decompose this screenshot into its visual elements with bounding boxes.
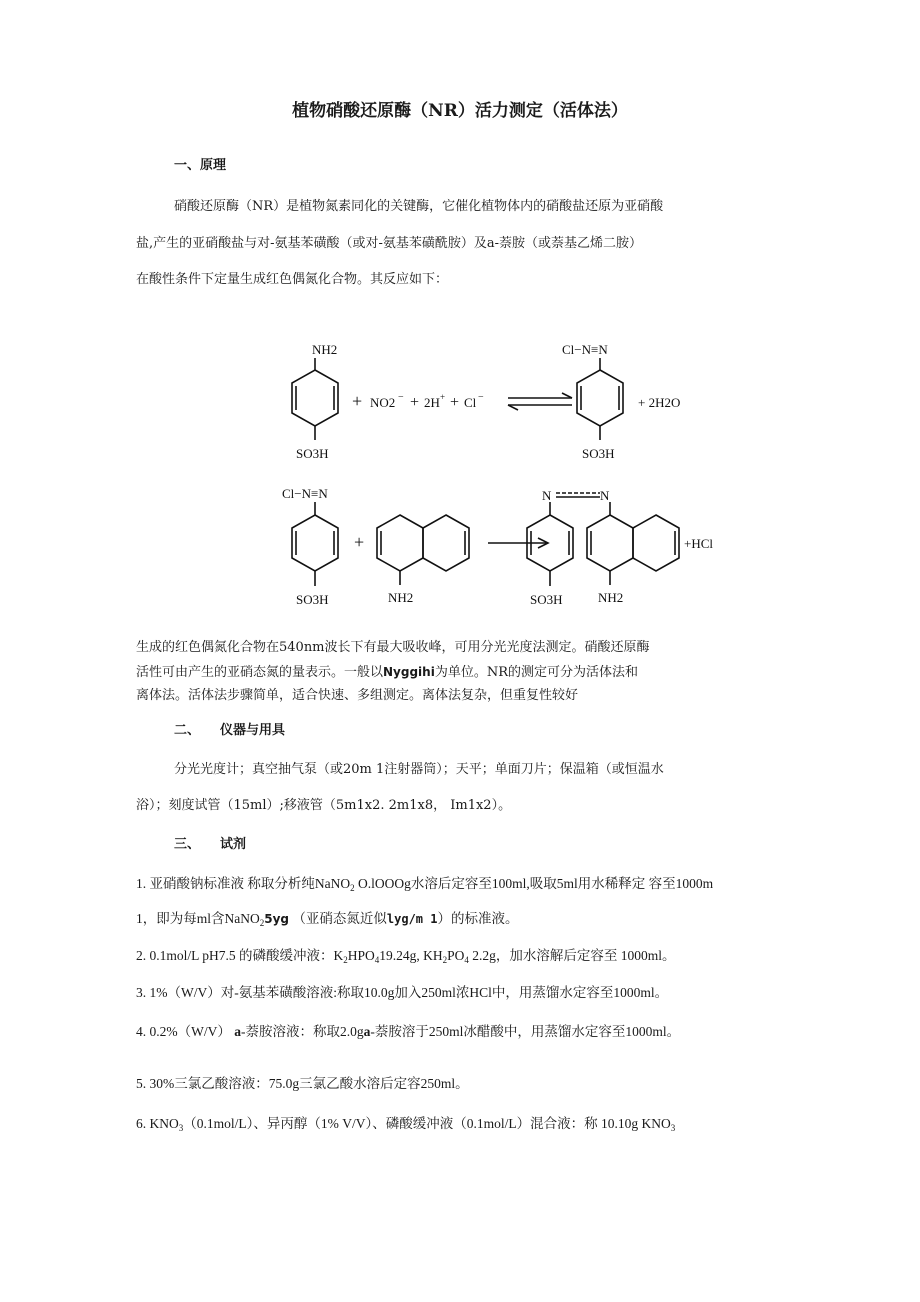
svg-text:+: + <box>354 532 365 552</box>
reagent-item-3: 3. 1%（W/V）对-氨基苯磺酸溶液:称取10.0g加入250ml浓HCl中，用蒸馏水定容至1000ml。 <box>136 985 669 1000</box>
benzene-ring-2 <box>577 370 623 426</box>
svg-text:SO3H: SO3H <box>582 446 615 461</box>
svg-text:NH2: NH2 <box>388 590 414 605</box>
benzene-ring-3 <box>292 515 338 571</box>
reagent-item-1-cont: 1，即为每ml含NaNO$_2$5yg （亚硝态氮近似lyg/m 1）的标准液。 <box>136 911 519 928</box>
section-heading-instruments: 二、 仪器与用具 <box>174 723 286 738</box>
svg-text:SO3H: SO3H <box>530 592 563 607</box>
section-heading-reagents: 三、 试剂 <box>174 837 247 852</box>
svg-text:+: + <box>352 391 363 411</box>
svg-text:+: + <box>410 394 420 411</box>
section-heading-principle: 一、原理 <box>174 158 227 173</box>
principle-line-2: 盐,产生的亚硝酸盐与对-氨基苯磺酸（或对-氨基苯磺酰胺）及a-萘胺（或萘基乙烯二胺） <box>136 236 643 251</box>
reagent-item-2: 2. 0.1mol/L pH7.5 的磷酸缓冲液：$K_2HPO_419.24g$, $KH_2PO_4$ 2.2g，加水溶解后定容至 1000ml。 <box>136 948 676 965</box>
svg-text:+: + <box>440 392 446 402</box>
principle-line-1: 硝酸还原酶（NR）是植物氮素同化的关键酶，它催化植物体内的硝酸盐还原为亚硝酸 <box>174 199 664 214</box>
principle-line-3: 在酸性条件下定量生成红色偶氮化合物。其反应如下： <box>136 272 449 287</box>
benzene-ring-1 <box>292 370 338 426</box>
naphthalene-ring <box>377 515 423 571</box>
svg-text:Cl−N≡N: Cl−N≡N <box>282 486 328 501</box>
label-so3h: SO3H <box>296 446 329 461</box>
svg-text:SO3H: SO3H <box>296 592 329 607</box>
page-title: 植物硝酸还原酶（NR）活力测定（活体法） <box>292 101 628 121</box>
para2-line-3: 离体法。活体法步骤简单，适合快速、多组测定。离体法复杂，但重复性较好 <box>136 688 579 703</box>
svg-text:N: N <box>600 488 610 503</box>
reagent-item-6: 6. $KNO_3(0.1mol/L)$、异丙醇（1% V/V）、磷酸缓冲液（0.1mol/L）混合液：称 10.10g $KNO_3$ <box>136 1116 676 1133</box>
product-naphthalene-ring <box>587 515 633 571</box>
svg-text:−: − <box>398 392 404 403</box>
para2-line-2: 活性可由产生的亚硝态氮的量表示。一般以Nyggihi为单位。NR的测定可分为活体法和 <box>136 665 639 680</box>
reaction-scheme <box>260 330 740 620</box>
svg-text:N: N <box>542 488 552 503</box>
reagent-item-5: 5. 30%三氯乙酸溶液：75.0g三氯乙酸水溶后定容250ml。 <box>136 1076 469 1091</box>
svg-text:NO2: NO2 <box>370 395 396 410</box>
reagent-item-4: 4. 0.2%（W/V） a-萘胺溶液：称取2.0ga-萘胺溶于250ml冰醋酸中，用蒸馏水定容至1000ml。 <box>136 1024 681 1039</box>
instruments-line-1: 分光光度计；真空抽气泵（或20m 1注射器筒）；天平；单面刀片；保温箱（或恒温水 <box>174 762 664 777</box>
svg-text:NH2: NH2 <box>598 590 624 605</box>
svg-text:+ 2H2O: + 2H2O <box>638 395 681 410</box>
label-nh2: NH2 <box>312 342 338 357</box>
svg-text:+HCl: +HCl <box>684 536 714 551</box>
para2-line-1: 生成的红色偶氮化合物在540nm波长下有最大吸收峰，可用分光光度法测定。硝酸还原酶 <box>136 640 650 655</box>
svg-text:2H: 2H <box>424 395 440 410</box>
svg-text:Cl: Cl <box>464 395 477 410</box>
svg-text:+: + <box>450 394 460 411</box>
instruments-line-2: 浴）；刻度试管（15ml）;移液管（5m1x2. 2m1x8， Im1x2）。 <box>136 798 512 813</box>
svg-text:Cl−N≡N: Cl−N≡N <box>562 342 608 357</box>
reagent-item-1: 1. 亚硝酸钠标准液 称取分析纯NaNO$_2$ O.lOOOg水溶后定容至100ml,吸取5ml用水稀释定 容至1000m <box>136 876 714 893</box>
svg-text:−: − <box>478 392 484 403</box>
